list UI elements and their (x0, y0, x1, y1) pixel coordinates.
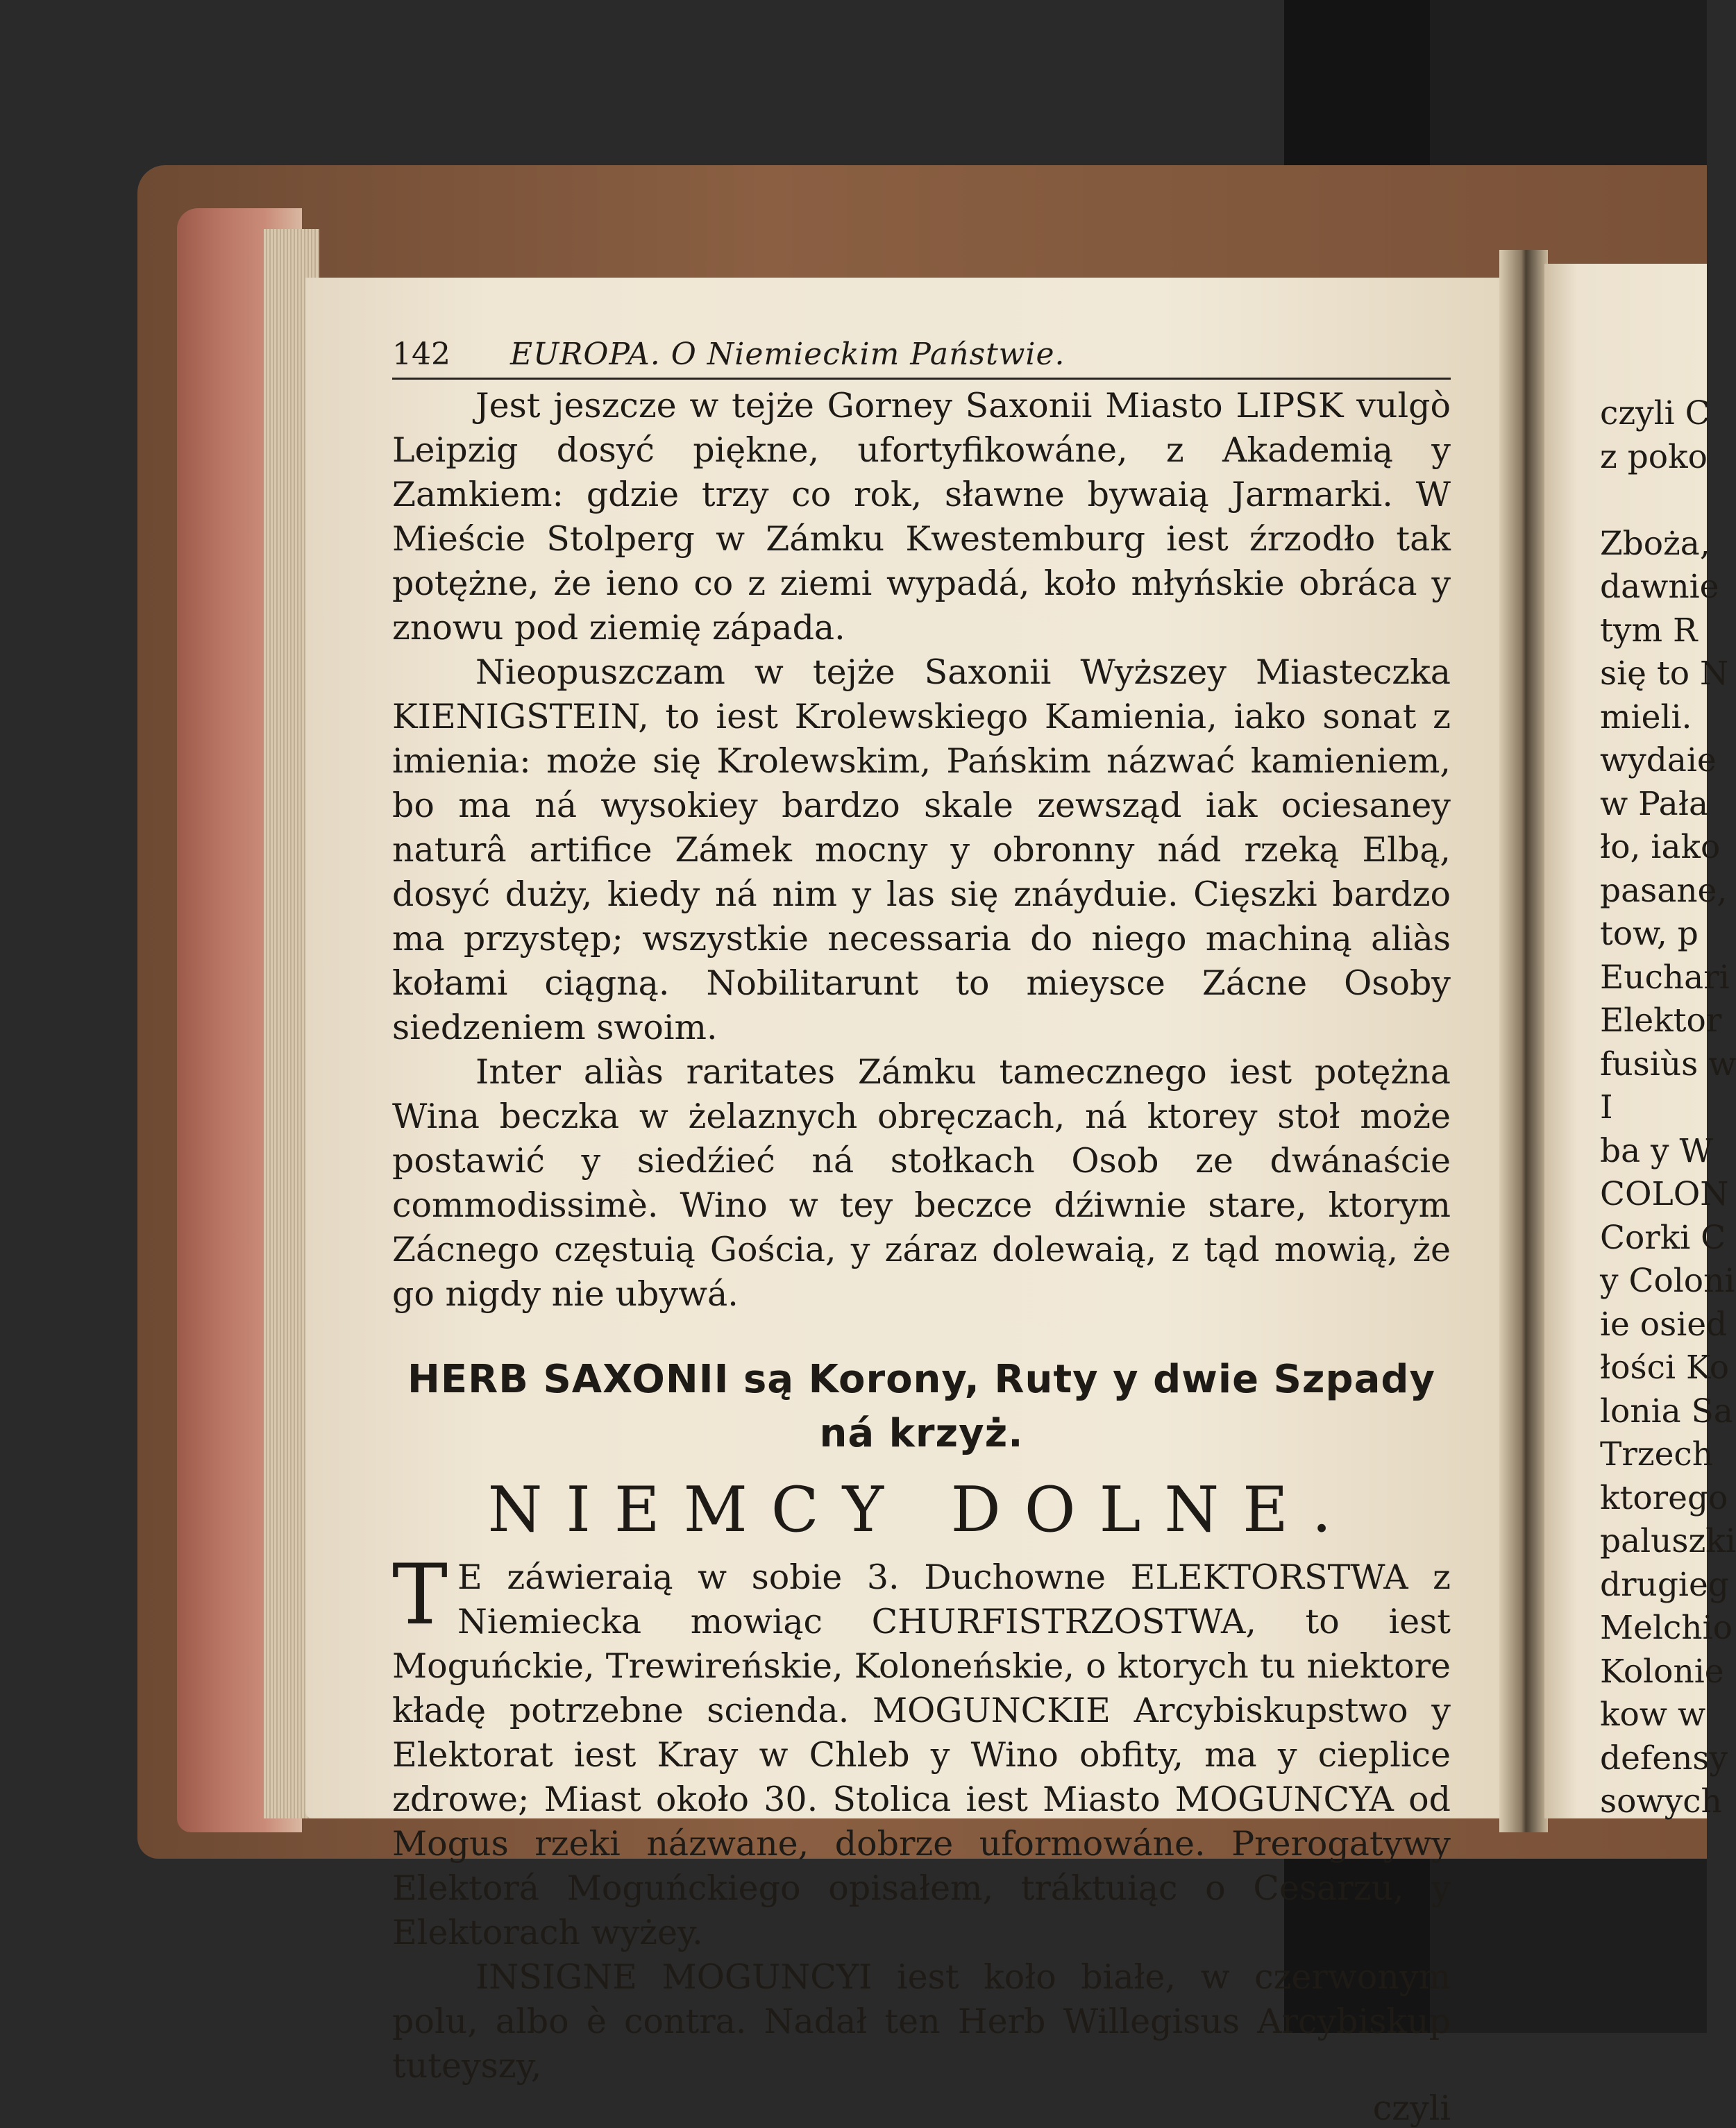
right-page-line: COLON (1600, 1175, 1729, 1213)
paragraph-kienigstein: Nieopuszczam w tejże Saxonii Wyższey Miasteczka KIENIGSTEIN, to iest Krolewskiego Kamienia, iako sonat z imienia: może się Krolewskim, Pańskim názwać kamieniem, bo ma ná wysokiey bardzo skale zewsząd iak ociesaney naturâ artifice Zámek mocny y obronny nád rzeką Elbą, dosyć duży, kiedy ná nim y las się znáyduie. Cięszki bardzo ma przystęp; wszystkie necessaria do niego machiną aliàs kołami ciągną. Nobilitarunt to mieysce Zácne Osoby siedzeniem swoim. (392, 652, 1451, 1047)
right-page-line: łości Ko (1600, 1349, 1730, 1387)
page-number: 142 (392, 337, 450, 372)
right-page-line: tow, p (1600, 915, 1699, 953)
paragraph-lipsk: Jest jeszcze w tejże Gorney Saxonii Miasto LIPSK vulgò Leipzig dosyć piękne, ufortyfikowáne, z Akademią y Zamkiem: gdzie trzy co rok, sławne bywaią Jarmarki. W Mieście Stolperg w Zámku Kwestemburg iest źrzodło tak potężne, że ieno co z ziemi wypadá, koło młyńskie obráca y znowu pod ziemię západa. (392, 386, 1451, 648)
right-page-line: lonia Sa (1600, 1392, 1733, 1430)
catchword: czyli (1372, 2088, 1451, 2128)
paragraph-elektorstwa-text: E záwieraią w sobie 3. Duchowne ELEKTORSTWA z Niemiecka mowiąc CHURFISTRZOSTWA, to iest Moguńckie, Trewireńskie, Koloneńskie, o ktorych tu niektore kładę potrzebne scienda. MOGUNCKIE Arcybiskupstwo y Elektorat iest Kray w Chleb y Wino obfity, ma y cieplice zdrowe; Miast około 30. Stolica iest Miasto MOGUNCYA od Mogus rzeki názwane, dobrze uformowáne. Prerogatywy Elektorá Moguńckiego opisałem, tráktuiąc o Cesarzu, y Elektorach wyżey. (392, 1557, 1451, 1952)
right-page-line: defensy (1600, 1739, 1728, 1777)
right-page-line: Zboża, (1600, 524, 1710, 563)
right-page-line: drugieg (1600, 1565, 1729, 1604)
right-page-line: mieli. (1600, 698, 1692, 736)
right-page-line: Melchio (1600, 1609, 1733, 1647)
right-page-line: tym R (1600, 611, 1698, 650)
paragraph-insigne: INSIGNE MOGUNCYI iest koło białe, w czerwonym polu, albo è contra. Nadał ten Herb Willegisus Arcybiskup tuteyszy, (392, 1957, 1451, 2086)
right-page-line: ie osied (1600, 1305, 1728, 1344)
right-page-line: dawnie (1600, 568, 1719, 606)
right-page-line: wydaie (1600, 741, 1717, 779)
herb-line-2: ná krzyż. (819, 1411, 1024, 1456)
right-page-line: y Coloni (1600, 1262, 1735, 1300)
right-page-line: Kolonie (1600, 1652, 1724, 1691)
running-head: EUROPA. O Niemieckim Państwie. (510, 337, 1065, 372)
right-page-line: Elektor (1600, 1002, 1722, 1040)
right-page-line: Corki C (1600, 1218, 1726, 1257)
right-page-line: ktorego (1600, 1478, 1728, 1517)
right-page-line: z poko (1600, 437, 1708, 476)
right-page-line: w Pała (1600, 784, 1708, 823)
right-page-line (1600, 479, 1707, 523)
herb-line-1: HERB SAXONII są Korony, Ruty y dwie Szpady (407, 1357, 1435, 1402)
right-page-line: kow w (1600, 1696, 1706, 1734)
right-page-line: I (1600, 1088, 1613, 1126)
right-page-line: się to N (1600, 655, 1729, 693)
left-page-text (392, 337, 1451, 2126)
section-title: NIEMCY DOLNE. (487, 1473, 1356, 1546)
herb-saxonii-heading (392, 1353, 1451, 1461)
right-page-line: ło, iako (1600, 828, 1721, 866)
right-page-line: sowych (1600, 1782, 1722, 1821)
paragraph-wine-barrel: Inter aliàs raritates Zámku tamecznego iest potężna Wina beczka w żelaznych obręczach, ná ktorey stoł może postawić y siedźieć ná stołkach Osob ze dwánaście commodissimè. Wino w tey beczce dźiwnie stare, ktorym Zácnego częstuią Gościa, y záraz dolewaią, z tąd mowią, że go nigdy nie ubywá. (392, 1052, 1451, 1314)
right-page-line: paluszki (1600, 1522, 1736, 1560)
right-page-line: Trzech (1600, 1435, 1713, 1473)
right-page-line: pasane, (1600, 871, 1728, 910)
paragraph-elektorstwa (392, 1547, 1451, 1955)
drop-cap: T (392, 1547, 448, 1644)
right-page-line: fusiùs w (1600, 1045, 1736, 1083)
book-gutter (1499, 250, 1548, 1832)
right-page-line: ba y W (1600, 1131, 1713, 1170)
page-header (392, 337, 1451, 380)
right-page-line: Euchari (1600, 958, 1730, 997)
right-page-line: czyli C (1600, 394, 1710, 432)
right-page-text (1600, 392, 1736, 1824)
